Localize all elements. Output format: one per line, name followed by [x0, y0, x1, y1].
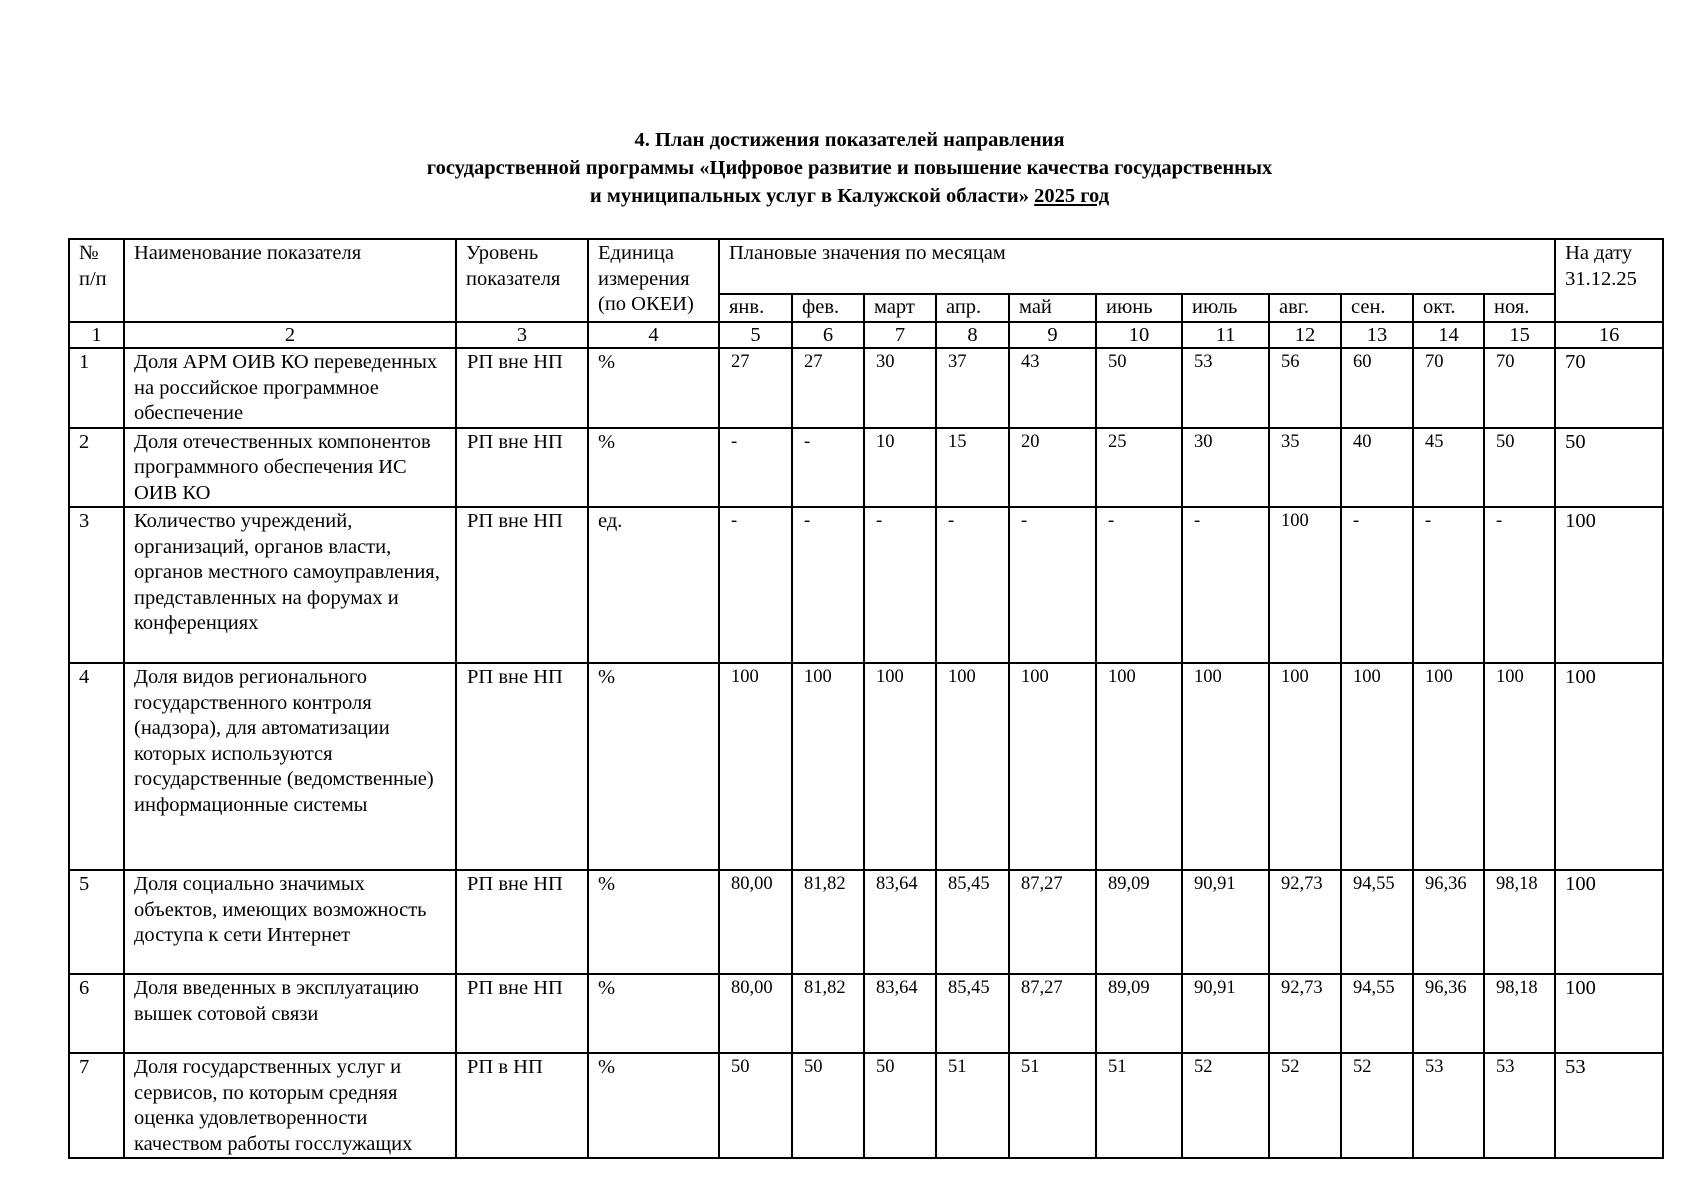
row-number: 7 — [69, 1053, 124, 1158]
monthly-value: 98,18 — [1484, 974, 1555, 1053]
header-name: Наименование показателя — [124, 239, 456, 322]
monthly-value: 30 — [864, 348, 936, 428]
indicator-unit: % — [588, 663, 719, 870]
monthly-value: 81,82 — [792, 974, 864, 1053]
monthly-value: 53 — [1484, 1053, 1555, 1158]
month-header: март — [864, 294, 936, 322]
header-row — [69, 239, 1663, 294]
monthly-value: 80,00 — [719, 870, 792, 974]
end-of-year-value: 50 — [1555, 428, 1663, 508]
monthly-value: 92,73 — [1269, 870, 1341, 974]
indicator-name: Доля государственных услуг и сервисов, по которым средняя оценка удовлетворенности качеством работы госслужащих — [124, 1053, 456, 1158]
header-unit: Единица измерения (по ОКЕИ) — [588, 239, 719, 322]
monthly-value: 53 — [1413, 1053, 1484, 1158]
monthly-value: 100 — [792, 663, 864, 870]
title-year: 2025 год — [1034, 185, 1110, 207]
indicator-name: Доля АРМ ОИВ КО переведенных на российское программное обеспечение — [124, 348, 456, 428]
monthly-value: 37 — [936, 348, 1009, 428]
monthly-value: 70 — [1413, 348, 1484, 428]
monthly-value: 30 — [1182, 428, 1269, 508]
header-level: Уровень показателя — [456, 239, 588, 322]
month-header: апр. — [936, 294, 1009, 322]
indicator-level: РП вне НП — [456, 507, 588, 663]
row-number: 3 — [69, 507, 124, 663]
monthly-value: 100 — [936, 663, 1009, 870]
table-row — [69, 1053, 1663, 1158]
monthly-value: 90,91 — [1182, 870, 1269, 974]
monthly-value: 100 — [1341, 663, 1413, 870]
month-header: фев. — [792, 294, 864, 322]
monthly-value: 60 — [1341, 348, 1413, 428]
title-line-3-text: и муниципальных услуг в Калужской области» — [589, 185, 1029, 207]
column-number: 8 — [936, 322, 1009, 348]
monthly-value: 50 — [719, 1053, 792, 1158]
end-of-year-value: 100 — [1555, 974, 1663, 1053]
monthly-value: 87,27 — [1009, 974, 1096, 1053]
monthly-value: 100 — [1413, 663, 1484, 870]
monthly-value: 85,45 — [936, 974, 1009, 1053]
monthly-value: 51 — [1009, 1053, 1096, 1158]
monthly-value: 85,45 — [936, 870, 1009, 974]
column-number: 12 — [1269, 322, 1341, 348]
monthly-value: - — [1413, 507, 1484, 663]
indicator-level: РП вне НП — [456, 348, 588, 428]
monthly-value: 52 — [1182, 1053, 1269, 1158]
monthly-value: 94,55 — [1341, 974, 1413, 1053]
end-of-year-value: 53 — [1555, 1053, 1663, 1158]
column-number: 1 — [69, 322, 124, 348]
monthly-value: - — [1484, 507, 1555, 663]
header-end-date: На дату 31.12.25 — [1555, 239, 1663, 322]
table-row — [69, 428, 1663, 508]
monthly-value: - — [792, 428, 864, 508]
monthly-value: - — [864, 507, 936, 663]
monthly-value: 100 — [1182, 663, 1269, 870]
month-header: июль — [1182, 294, 1269, 322]
monthly-value: - — [1341, 507, 1413, 663]
column-number: 3 — [456, 322, 588, 348]
monthly-value: 96,36 — [1413, 974, 1484, 1053]
monthly-value: 100 — [864, 663, 936, 870]
monthly-value: 100 — [1009, 663, 1096, 870]
monthly-value: - — [1182, 507, 1269, 663]
monthly-value: 92,73 — [1269, 974, 1341, 1053]
monthly-value: 27 — [792, 348, 864, 428]
monthly-value: 51 — [936, 1053, 1009, 1158]
monthly-value: 51 — [1096, 1053, 1182, 1158]
column-number: 15 — [1484, 322, 1555, 348]
month-header: окт. — [1413, 294, 1484, 322]
indicator-name: Доля социально значимых объектов, имеющих возможность доступа к сети Интернет — [124, 870, 456, 974]
header-no: № п/п — [69, 239, 124, 322]
indicator-unit: % — [588, 348, 719, 428]
monthly-value: 94,55 — [1341, 870, 1413, 974]
monthly-value: 52 — [1269, 1053, 1341, 1158]
table-row — [69, 974, 1663, 1053]
month-header: ноя. — [1484, 294, 1555, 322]
indicator-unit: % — [588, 1053, 719, 1158]
indicators-plan-table — [68, 238, 1664, 1159]
column-numbers-row — [69, 322, 1663, 348]
monthly-value: 40 — [1341, 428, 1413, 508]
monthly-value: - — [936, 507, 1009, 663]
month-header: июнь — [1096, 294, 1182, 322]
column-number: 5 — [719, 322, 792, 348]
monthly-value: 89,09 — [1096, 870, 1182, 974]
monthly-value: 96,36 — [1413, 870, 1484, 974]
indicator-unit: % — [588, 428, 719, 508]
column-number: 7 — [864, 322, 936, 348]
title-line-1: 4. План достижения показателей направления — [634, 129, 1065, 151]
table-row — [69, 348, 1663, 428]
monthly-value: - — [792, 507, 864, 663]
monthly-value: 50 — [1484, 428, 1555, 508]
column-number: 2 — [124, 322, 456, 348]
indicator-unit: % — [588, 870, 719, 974]
column-number: 4 — [588, 322, 719, 348]
indicator-unit: % — [588, 974, 719, 1053]
monthly-value: 50 — [864, 1053, 936, 1158]
table-row — [69, 870, 1663, 974]
table-row — [69, 507, 1663, 663]
indicator-level: РП вне НП — [456, 974, 588, 1053]
column-number: 11 — [1182, 322, 1269, 348]
column-number: 14 — [1413, 322, 1484, 348]
monthly-value: 100 — [1269, 507, 1341, 663]
monthly-value: 27 — [719, 348, 792, 428]
indicator-level: РП вне НП — [456, 870, 588, 974]
monthly-value: 100 — [1096, 663, 1182, 870]
column-number: 16 — [1555, 322, 1663, 348]
monthly-value: 45 — [1413, 428, 1484, 508]
monthly-value: 100 — [1484, 663, 1555, 870]
monthly-value: 87,27 — [1009, 870, 1096, 974]
monthly-value: 83,64 — [864, 870, 936, 974]
month-header: авг. — [1269, 294, 1341, 322]
monthly-value: 100 — [719, 663, 792, 870]
indicator-name: Доля введенных в эксплуатацию вышек сотовой связи — [124, 974, 456, 1053]
row-number: 6 — [69, 974, 124, 1053]
monthly-value: 10 — [864, 428, 936, 508]
column-number: 13 — [1341, 322, 1413, 348]
monthly-value: 56 — [1269, 348, 1341, 428]
monthly-value: 98,18 — [1484, 870, 1555, 974]
end-of-year-value: 100 — [1555, 507, 1663, 663]
monthly-value: 50 — [1096, 348, 1182, 428]
monthly-value: 100 — [1269, 663, 1341, 870]
document-title — [0, 126, 1699, 210]
monthly-value: - — [719, 428, 792, 508]
table-row — [69, 663, 1663, 870]
column-number: 9 — [1009, 322, 1096, 348]
monthly-value: 25 — [1096, 428, 1182, 508]
indicator-level: РП вне НП — [456, 428, 588, 508]
month-header: май — [1009, 294, 1096, 322]
monthly-value: 89,09 — [1096, 974, 1182, 1053]
monthly-value: 90,91 — [1182, 974, 1269, 1053]
indicator-unit: ед. — [588, 507, 719, 663]
header-monthly-plan: Плановые значения по месяцам — [719, 239, 1555, 294]
indicator-level: РП вне НП — [456, 663, 588, 870]
row-number: 5 — [69, 870, 124, 974]
monthly-value: - — [1096, 507, 1182, 663]
row-number: 1 — [69, 348, 124, 428]
column-number: 10 — [1096, 322, 1182, 348]
monthly-value: 35 — [1269, 428, 1341, 508]
monthly-value: 52 — [1341, 1053, 1413, 1158]
month-header: янв. — [719, 294, 792, 322]
row-number: 2 — [69, 428, 124, 508]
monthly-value: - — [1009, 507, 1096, 663]
end-of-year-value: 100 — [1555, 870, 1663, 974]
monthly-value: 50 — [792, 1053, 864, 1158]
monthly-value: 70 — [1484, 348, 1555, 428]
end-of-year-value: 70 — [1555, 348, 1663, 428]
row-number: 4 — [69, 663, 124, 870]
title-line-2: государственной программы «Цифровое развитие и повышение качества государственных — [426, 157, 1273, 179]
indicator-level: РП в НП — [456, 1053, 588, 1158]
monthly-value: 83,64 — [864, 974, 936, 1053]
monthly-value: 80,00 — [719, 974, 792, 1053]
column-number: 6 — [792, 322, 864, 348]
indicator-name: Доля видов регионального государственного контроля (надзора), для автоматизации которых используются государственные (ведомственные) информационные системы — [124, 663, 456, 870]
monthly-value: 53 — [1182, 348, 1269, 428]
indicator-name: Количество учреждений, организаций, органов власти, органов местного самоуправления, представленных на форумах и конференциях — [124, 507, 456, 663]
monthly-value: - — [719, 507, 792, 663]
monthly-value: 20 — [1009, 428, 1096, 508]
end-of-year-value: 100 — [1555, 663, 1663, 870]
indicator-name: Доля отечественных компонентов программного обеспечения ИС ОИВ КО — [124, 428, 456, 508]
monthly-value: 15 — [936, 428, 1009, 508]
title-line-3 — [0, 182, 1699, 210]
monthly-value: 43 — [1009, 348, 1096, 428]
monthly-value: 81,82 — [792, 870, 864, 974]
month-header: сен. — [1341, 294, 1413, 322]
